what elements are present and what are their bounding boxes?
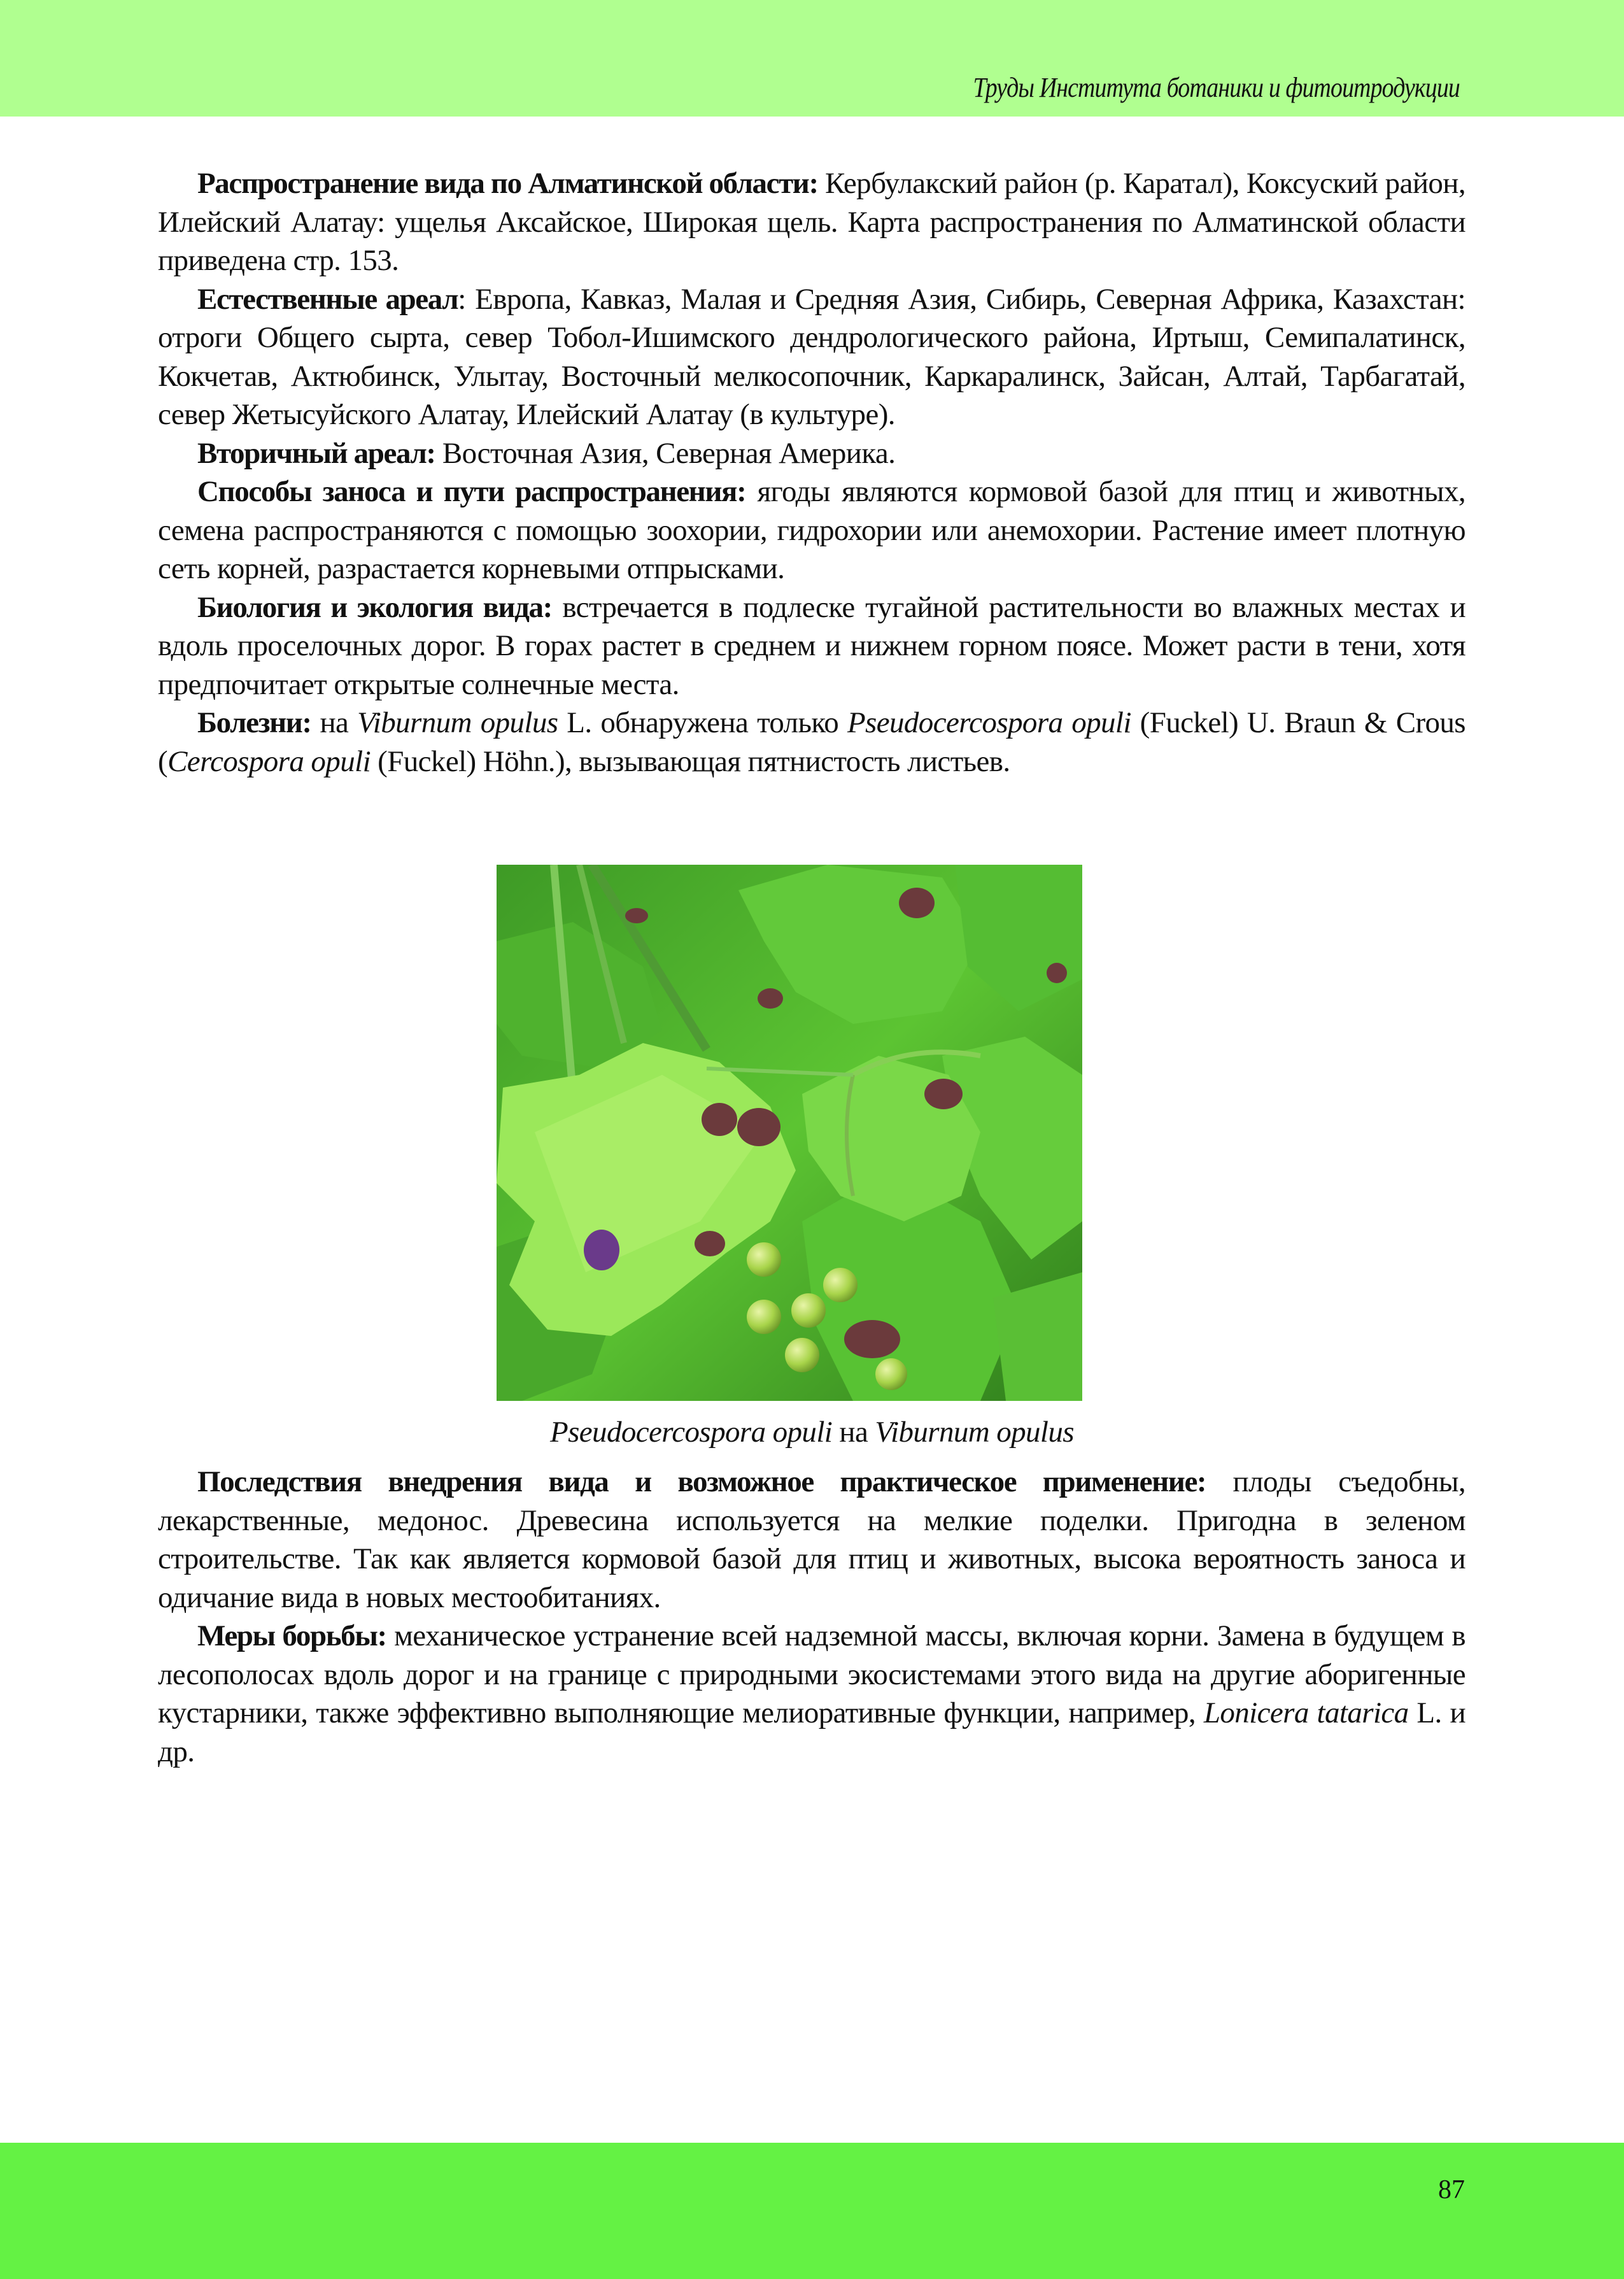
- paragraph-text: плоды съедобны, лекарственные, медонос. Древесина используется на мелкие поделки. Пригодна в зеленом строительстве. Так как является кормовой базой для птиц и животных, высока вероятность заноса и одичание вида в новых местообитаниях.: [158, 1465, 1466, 1614]
- paragraph-text: Кербулакский район (р. Каратал), Коксуский район, Илейский Алатау: ущелья Аксайское, Широкая щель. Карта распространения по Алматинской области приведена стр. 153.: [158, 167, 1465, 277]
- text-run: на: [311, 706, 358, 739]
- berry: [791, 1293, 826, 1328]
- body-text-top: [158, 164, 1465, 781]
- berry: [747, 1242, 781, 1277]
- header-band: [0, 0, 1624, 117]
- rich-text: [550, 1416, 1074, 1449]
- latin-name: Cercospora opuli: [167, 744, 371, 778]
- paragraph-biology: [158, 588, 1465, 704]
- latin-name: Viburnum opulus: [875, 1416, 1074, 1449]
- paragraph-label: Последствия внедрения вида и возможное практическое применение:: [197, 1465, 1206, 1498]
- text-run: (Fuckel) U. Braun & Crous (: [158, 706, 1465, 778]
- berry: [875, 1358, 907, 1390]
- paragraph-distribution: [158, 164, 1465, 280]
- latin-name: Pseudocercospora opuli: [847, 706, 1131, 739]
- paragraph-control-measures: [158, 1617, 1465, 1771]
- paragraph-secondary-range: [158, 434, 1465, 473]
- paragraph-label: Способы заноса и пути распространения:: [197, 475, 746, 508]
- body-text-bottom: [158, 1463, 1465, 1771]
- viburnum-photo: [497, 865, 1082, 1401]
- latin-name: Pseudocercospora opuli: [550, 1416, 833, 1449]
- figure-caption: [0, 1415, 1624, 1449]
- paragraph-natural-range: [158, 280, 1465, 434]
- paragraph-label: Распространение вида по Алматинской области:: [197, 167, 818, 200]
- text-run: на: [832, 1416, 875, 1449]
- page-number: 87: [1438, 2175, 1465, 2204]
- text-run: механическое устранение всей надземной массы, включая корни. Замена в будущем в лесополосах вдоль дорог и на границе с природными экосистемами этого вида на другие аборигенные кустарники, также эффективно выполняющие мелиоративные функции, например,: [158, 1619, 1466, 1729]
- journal-title: Труды Института ботаники и фитоитродукции: [973, 72, 1460, 103]
- paragraph-dispersal: [158, 472, 1465, 588]
- berry: [823, 1268, 858, 1302]
- text-run: (Fuckel) Höhn.), вызывающая пятнистость листьев.: [371, 744, 1010, 778]
- paragraph-label: Биология и экология вида:: [197, 590, 552, 624]
- paragraph-text: ягоды являются кормовой базой для птиц и животных, семена распространяются с помощью зоохории, гидрохории или анемохории. Растение имеет плотную сеть корней, разрастается корневыми отпрысками.: [158, 475, 1465, 585]
- paragraph-diseases: [158, 704, 1465, 781]
- text-run: L. обнаружена только: [558, 706, 847, 739]
- text-run: L. и др.: [158, 1696, 1465, 1768]
- paragraph-label: Болезни:: [197, 706, 311, 739]
- rich-text: [158, 706, 1465, 778]
- berry: [785, 1338, 819, 1372]
- paragraph-label: Меры борьбы:: [197, 1619, 386, 1652]
- paragraph-text: Восточная Азия, Северная Америка.: [435, 436, 896, 470]
- paragraph-label: Естественные ареал: [197, 282, 458, 316]
- paragraph-text: встречается в подлеске тугайной растительности во влажных местах и вдоль проселочных дорог. В горах растет в среднем и нижнем горном поясе. Может расти в тени, хотя предпочитает открытые солнечные места.: [158, 590, 1465, 701]
- berry: [747, 1300, 781, 1334]
- footer-band: [0, 2143, 1624, 2279]
- latin-name: Lonicera tatarica: [1203, 1696, 1409, 1729]
- latin-name: Viburnum opulus: [357, 706, 558, 739]
- leaf-photo-illustration: [497, 865, 1082, 1401]
- paragraph-text: : Европа, Кавказ, Малая и Средняя Азия, Сибирь, Северная Африка, Казахстан: отроги Общего сырта, север Тобол-Ишимского дендрологического района, Иртыш, Семипалатинск, Кокчетав, Актюбинск, Улытау, Восточный мелкосопочник, Каркаралинск, Зайсан, Алтай, Тарбагатай, север Жетысуйского Алатау, Илейский Алатау (в культуре).: [158, 282, 1465, 431]
- paragraph-label: Вторичный ареал:: [197, 436, 435, 470]
- disease-spot-purple: [584, 1230, 619, 1270]
- paragraph-consequences: [158, 1463, 1465, 1617]
